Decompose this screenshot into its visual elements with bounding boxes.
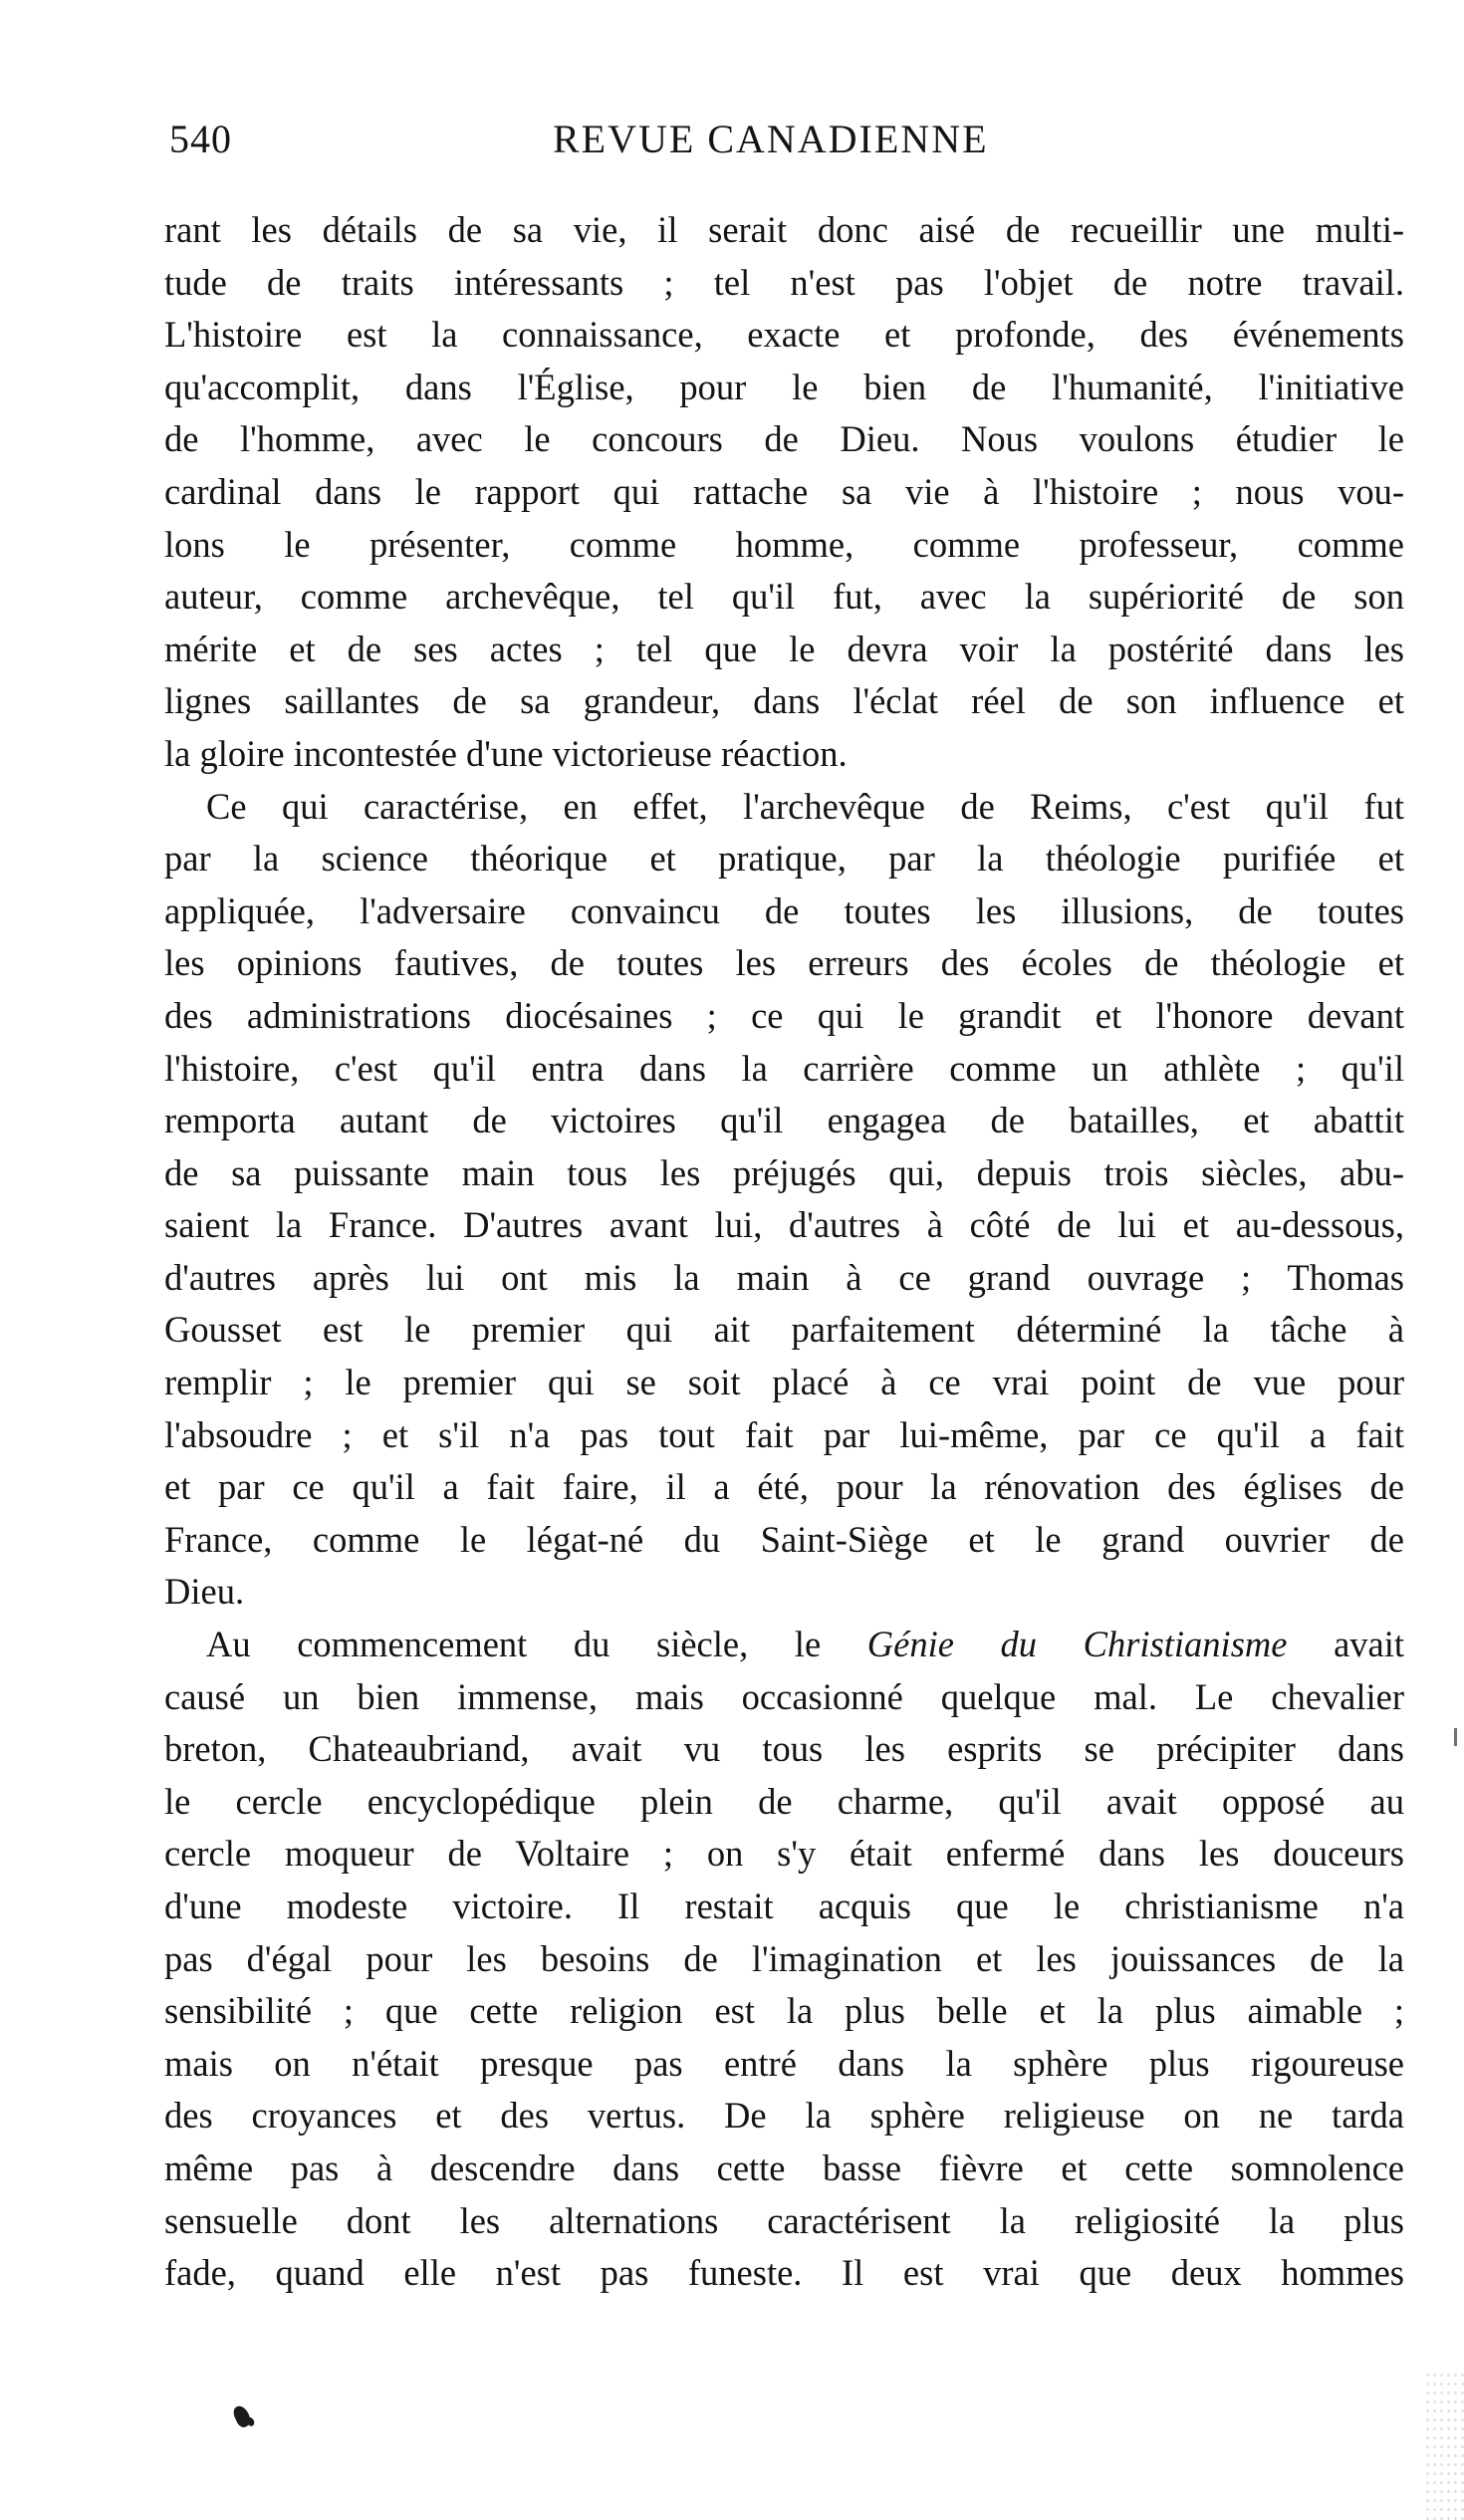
book-title: Génie du Christianisme	[866, 1624, 1288, 1665]
text-line: Dieu.	[164, 1571, 245, 1613]
text-line: cercle moqueur de Voltaire ; on s'y était enfermé dans les douceurs	[164, 1833, 1404, 1875]
text-line: sensuelle dont les alternations caractérisent la religiosité la plus	[164, 2199, 1404, 2241]
text-line: mérite et de ses actes ; tel que le devra voir la postérité dans les	[164, 628, 1404, 669]
text-line: des croyances et des vertus. De la sphère religieuse on ne tarda	[164, 2095, 1404, 2137]
running-title: REVUE CANADIENNE	[553, 117, 989, 161]
text-line: lons le présenter, comme homme, comme professeur, comme	[164, 523, 1404, 565]
text-line: rant les détails de sa vie, il serait donc aisé de recueillir une multi-	[164, 209, 1404, 250]
ink-blot	[231, 2403, 253, 2429]
text-line: même pas à descendre dans cette basse fièvre et cette somnolence	[164, 2146, 1404, 2188]
text-line: remporta autant de victoires qu'il engagea de batailles, et abattit	[164, 1100, 1404, 1141]
paragraph-3	[164, 1619, 1404, 2300]
text-line: France, comme le légat-né du Saint-Siège et le grand ouvrier de	[164, 1518, 1404, 1560]
body-text	[164, 204, 1404, 2300]
text-line: d'une modeste victoire. Il restait acquis que le christianisme n'a	[164, 1886, 1404, 1926]
text-line: l'histoire, c'est qu'il entra dans la carrière comme un athlète ; qu'il	[164, 1047, 1404, 1089]
margin-mark	[1454, 1728, 1457, 1746]
text-line: L'histoire est la connaissance, exacte et profonde, des événements	[164, 314, 1404, 356]
text-line: et par ce qu'il a fait faire, il a été, pour la rénovation des églises de	[164, 1466, 1404, 1508]
text-line: appliquée, l'adversaire convaincu de toutes les illusions, de toutes	[164, 889, 1404, 931]
text-line: breton, Chateaubriand, avait vu tous les esprits se précipiter dans	[164, 1728, 1404, 1770]
text-line: la gloire incontestée d'une victorieuse réaction.	[164, 732, 848, 774]
text-line: cardinal dans le rapport qui rattache sa vie à l'histoire ; nous vou-	[164, 470, 1404, 512]
text-line: Gousset est le premier qui ait parfaitement déterminé la tâche à	[164, 1309, 1404, 1351]
text-line: d'autres après lui ont mis la main à ce grand ouvrage ; Thomas	[164, 1256, 1404, 1298]
text-line: saient la France. D'autres avant lui, d'autres à côté de lui et au-dessous,	[164, 1204, 1404, 1246]
text-run: avait	[1287, 1624, 1404, 1665]
text-run: Au commencement du siècle, le	[206, 1624, 867, 1665]
page-header	[169, 110, 1404, 169]
text-line: les opinions fautives, de toutes les erreurs des écoles de théologie et	[164, 942, 1404, 984]
text-line: qu'accomplit, dans l'Église, pour le bien de l'humanité, l'initiative	[164, 366, 1404, 407]
text-line: remplir ; le premier qui se soit placé à ce vrai point de vue pour	[164, 1362, 1404, 1403]
paper-speckle	[1424, 2371, 1464, 2520]
text-line: auteur, comme archevêque, tel qu'il fut, avec la supériorité de son	[164, 576, 1404, 618]
text-line: de sa puissante main tous les préjugés qui, depuis trois siècles, abu-	[164, 1151, 1404, 1193]
text-line	[164, 1619, 1404, 1671]
text-line: causé un bien immense, mais occasionné quelque mal. Le chevalier	[164, 1675, 1404, 1717]
text-line: tude de traits intéressants ; tel n'est pas l'objet de notre travail.	[164, 261, 1404, 303]
text-line: lignes saillantes de sa grandeur, dans l'éclat réel de son influence et	[164, 680, 1404, 722]
text-line: mais on n'était presque pas entré dans la sphère plus rigoureuse	[164, 2042, 1404, 2084]
text-line: le cercle encyclopédique plein de charme, qu'il avait opposé au	[164, 1780, 1404, 1822]
page-number: 540	[169, 117, 232, 161]
text-line: fade, quand elle n'est pas funeste. Il est vrai que deux hommes	[164, 2252, 1404, 2294]
text-line: sensibilité ; que cette religion est la plus belle et la plus aimable ;	[164, 1990, 1404, 2032]
text-line: Ce qui caractérise, en effet, l'archevêque de Reims, c'est qu'il fut	[206, 785, 1404, 827]
paragraph-2	[164, 781, 1404, 1620]
text-line: de l'homme, avec le concours de Dieu. Nous voulons étudier le	[164, 418, 1404, 460]
text-line: l'absoudre ; et s'il n'a pas tout fait par lui-même, par ce qu'il a fait	[164, 1413, 1404, 1455]
paragraph-1	[164, 204, 1404, 781]
text-line: pas d'égal pour les besoins de l'imagination et les jouissances de la	[164, 1937, 1404, 1979]
text-line: par la science théorique et pratique, par la théologie purifiée et	[164, 838, 1404, 880]
text-line: des administrations diocésaines ; ce qui le grandit et l'honore devant	[164, 994, 1404, 1036]
